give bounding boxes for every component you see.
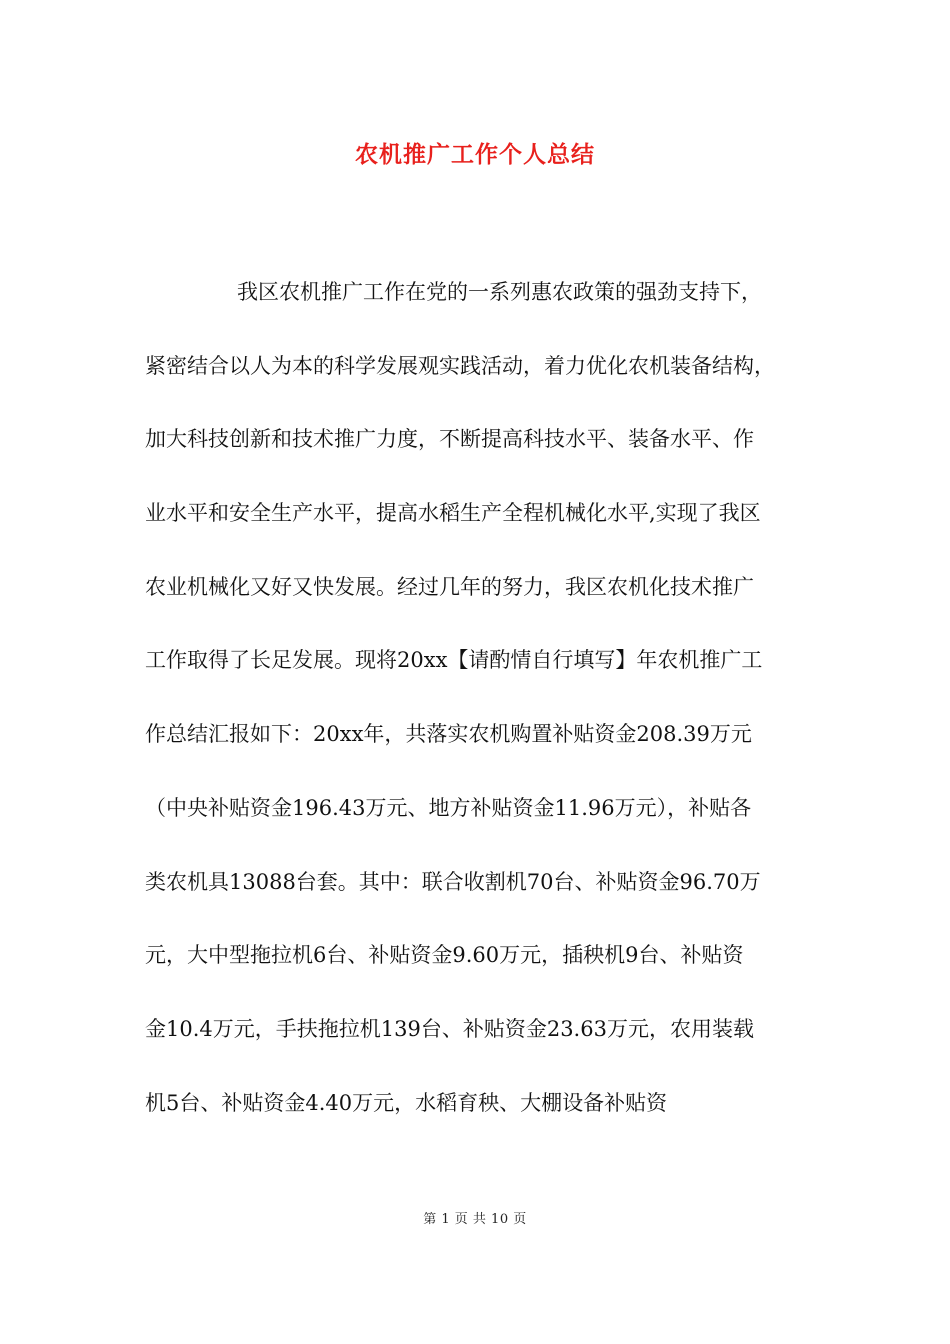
document-title: 农机推广工作个人总结 bbox=[355, 141, 595, 168]
body-line: 加大科技创新和技术推广力度，不断提高科技水平、装备水平、作 bbox=[145, 427, 754, 452]
body-line: 业水平和安全生产水平，提高水稻生产全程机械化水平,实现了我区 bbox=[145, 501, 761, 526]
body-line: 农业机械化又好又快发展。经过几年的努力，我区农机化技术推广 bbox=[145, 574, 754, 599]
body-line: 作总结汇报如下：20xx年，共落实农机购置补贴资金208.39万元 bbox=[145, 722, 752, 747]
body-line: 类农机具13088台套。其中：联合收割机70台、补贴资金96.70万 bbox=[145, 869, 761, 894]
page-number-footer: 第 1 页 共 10 页 bbox=[423, 1212, 527, 1227]
document-body bbox=[145, 266, 825, 1150]
body-line: 紧密结合以人为本的科学发展观实践活动，着力优化农机装备结构， bbox=[145, 353, 775, 378]
body-line: 元，大中型拖拉机6台、补贴资金9.60万元，插秧机9台、补贴资 bbox=[145, 943, 744, 968]
body-line: 金10.4万元，手扶拖拉机139台、补贴资金23.63万元，农用装载 bbox=[145, 1016, 754, 1041]
body-line: 工作取得了长足发展。现将20xx【请酌情自行填写】年农机推广工 bbox=[145, 648, 763, 673]
body-line: 机5台、补贴资金4.40万元，水稻育秧、大棚设备补贴资 bbox=[145, 1090, 668, 1115]
body-line: 我区农机推广工作在党的一系列惠农政策的强劲支持下， bbox=[237, 280, 762, 304]
body-line: （中央补贴资金196.43万元、地方补贴资金11.96万元），补贴各 bbox=[145, 795, 752, 820]
